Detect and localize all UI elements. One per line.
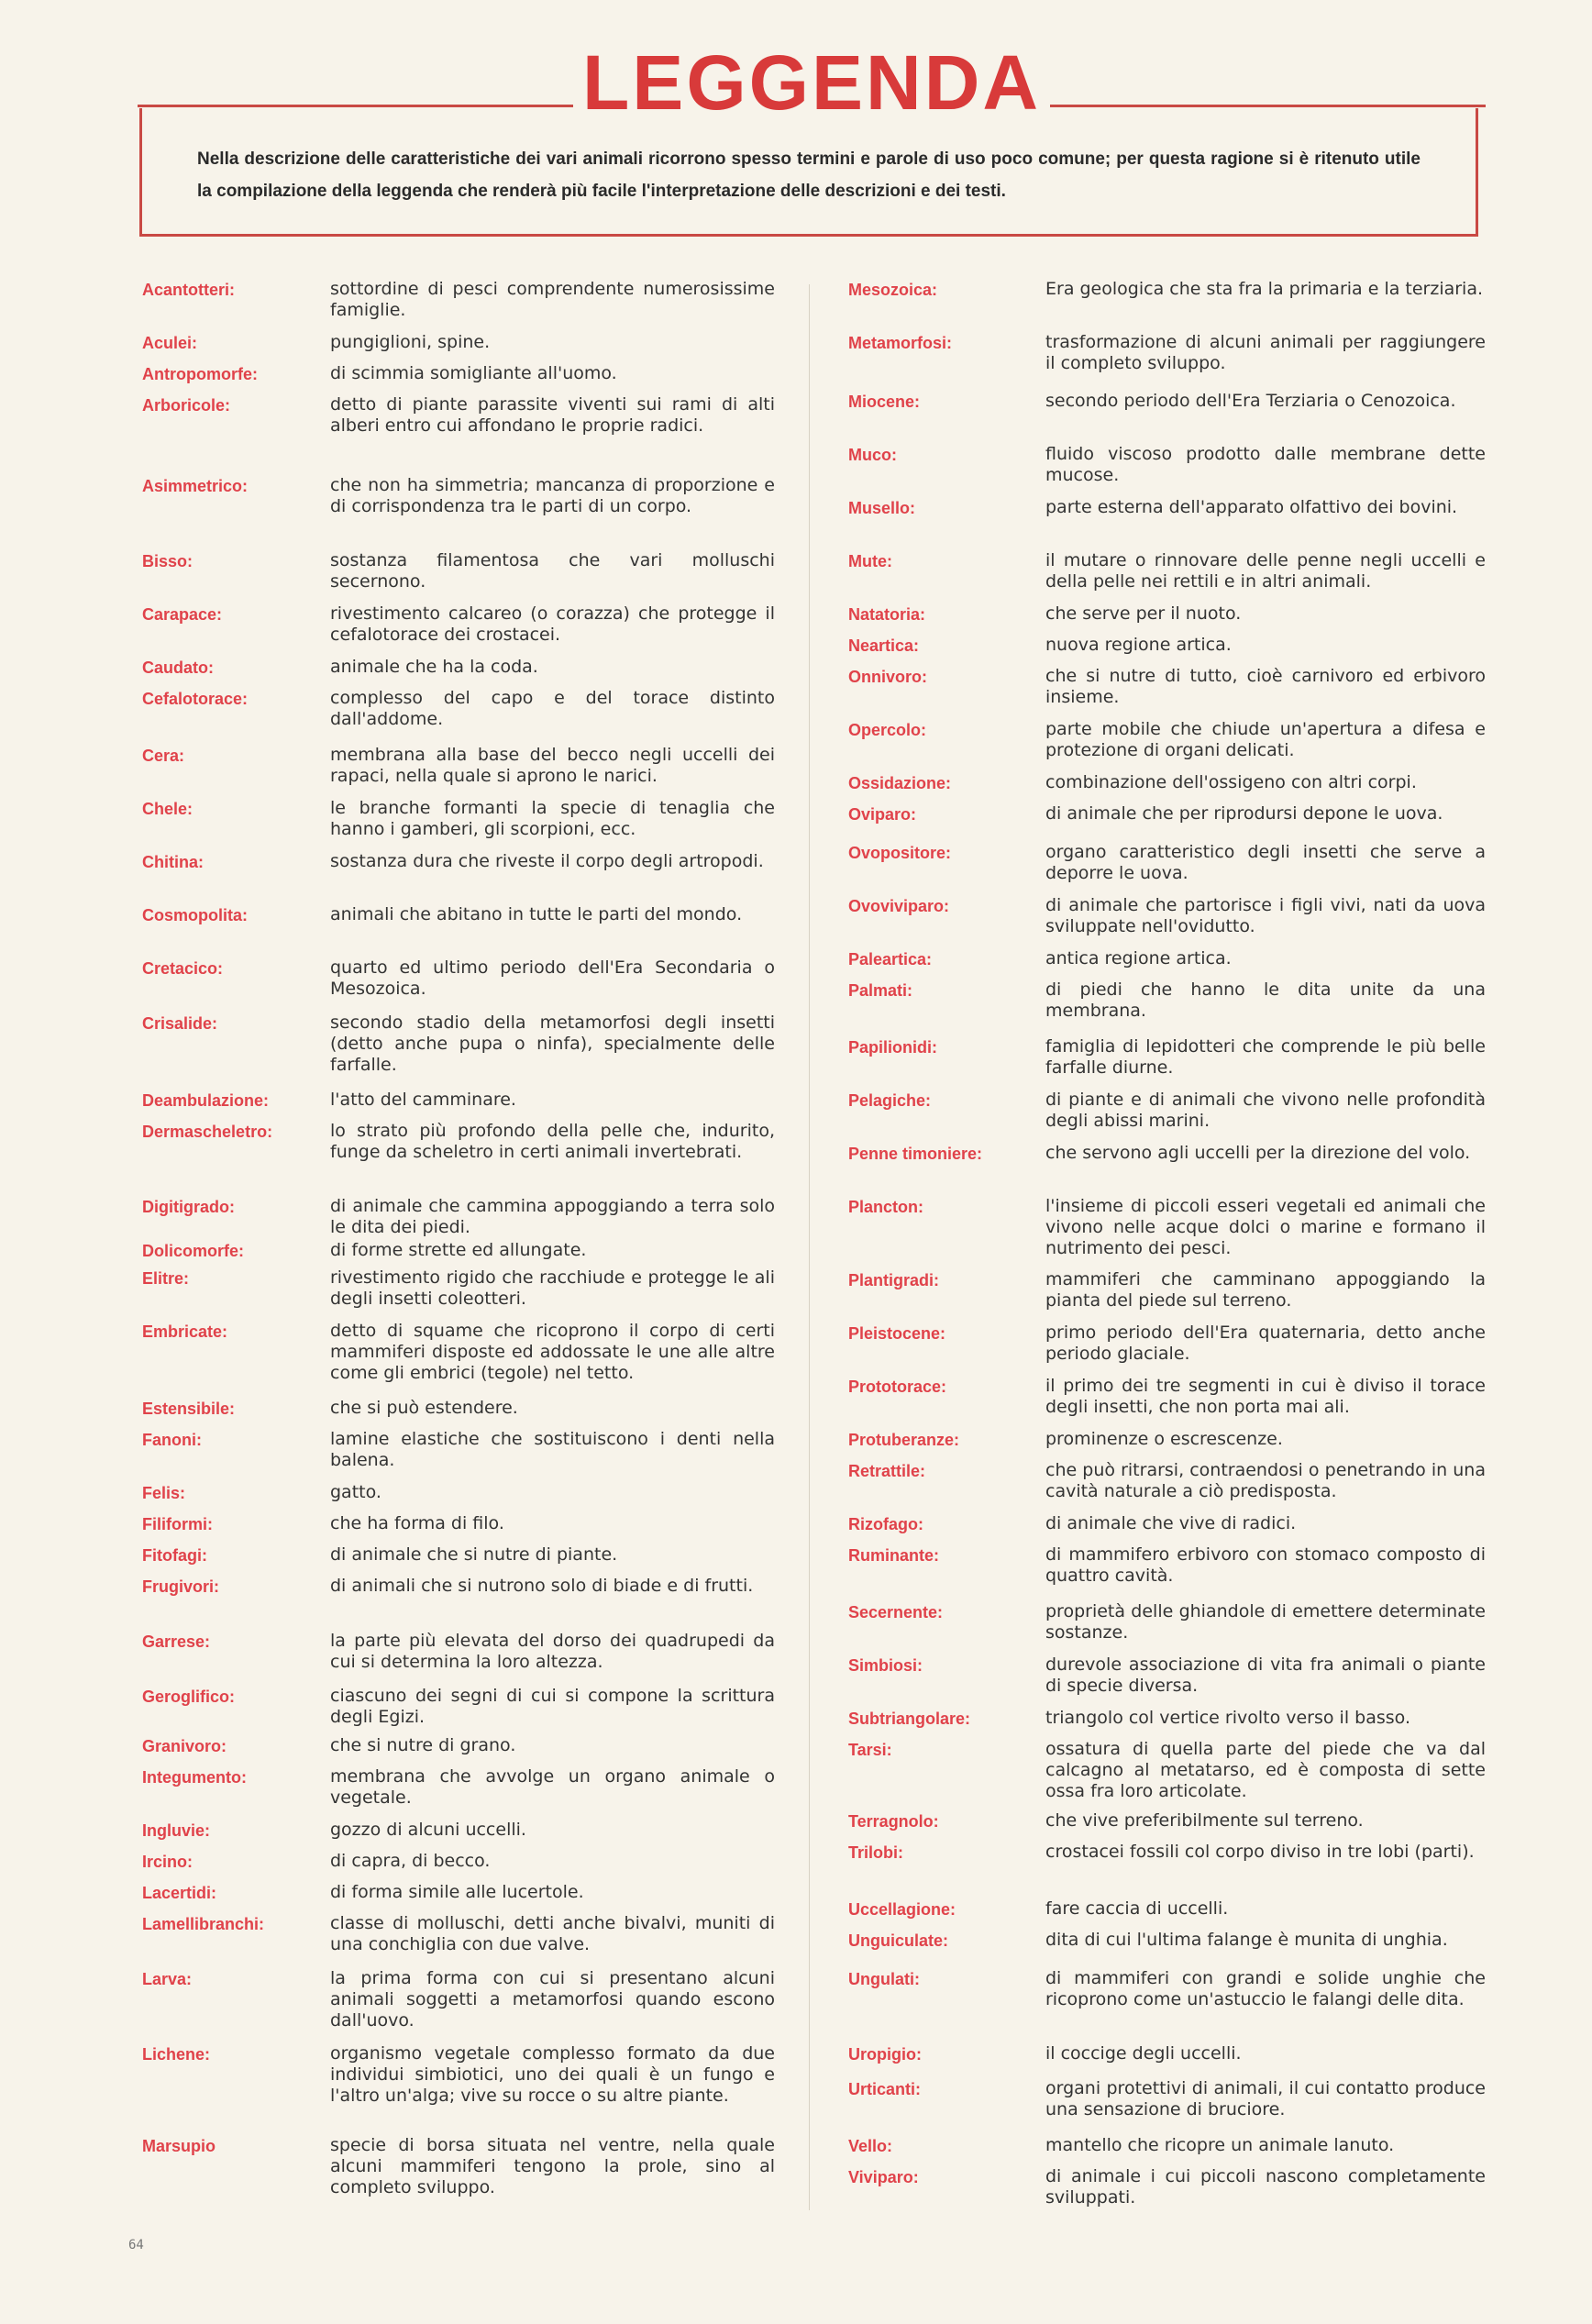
glossary-term: Ruminante:: [848, 1546, 939, 1565]
glossary-term: Uropigio:: [848, 2045, 922, 2064]
glossary-definition: di animale che cammina appoggiando a terra solo le dita dei piedi.: [330, 1196, 775, 1237]
glossary-definition: la prima forma con cui si presentano alcuni animali soggetti a metamorfosi quando escono dall'uovo.: [330, 1968, 775, 2031]
glossary-term: Protuberanze:: [848, 1431, 960, 1449]
glossary-term: Plantigradi:: [848, 1271, 940, 1289]
glossary-term: Pelagiche:: [848, 1091, 932, 1110]
glossary-term: Cefalotorace:: [142, 690, 249, 708]
glossary-term: Larva:: [142, 1970, 193, 1988]
glossary-term: Lacertidi:: [142, 1884, 217, 1902]
glossary-definition: che non ha simmetria; mancanza di proporzione e di corrispondenza tra le parti di un corpo.: [330, 475, 775, 516]
glossary-term: Oviparo:: [848, 805, 917, 824]
glossary-definition: di animale i cui piccoli nascono completamente sviluppati.: [1045, 2166, 1486, 2208]
glossary-term: Embricate:: [142, 1322, 228, 1341]
title-rule-left: [138, 105, 573, 107]
glossary-term: Elitre:: [142, 1269, 190, 1288]
glossary-definition: detto di squame che ricoprono il corpo di certi mammiferi disposte ed addossate le une alle altre come gli embrici (tegole) nel tetto.: [330, 1321, 775, 1383]
glossary-definition: che può ritrarsi, contraendosi o penetrando in una cavità naturale a ciò predisposta.: [1045, 1460, 1486, 1501]
glossary-term: Opercolo:: [848, 721, 927, 739]
glossary-term: Simbiosi:: [848, 1656, 923, 1675]
glossary-definition: sostanza filamentosa che vari molluschi secernono.: [330, 550, 775, 592]
glossary-definition: il mutare o rinnovare delle penne negli uccelli e della pelle nei rettili e in altri animali.: [1045, 550, 1486, 592]
glossary-definition: parte mobile che chiude un'apertura a difesa e protezione di organi delicati.: [1045, 719, 1486, 760]
glossary-definition: organi protettivi di animali, il cui contatto produce una sensazione di bruciore.: [1045, 2078, 1486, 2119]
glossary-definition: le branche formanti la specie di tenaglia che hanno i gamberi, gli scorpioni, ecc.: [330, 798, 775, 839]
glossary-definition: membrana alla base del becco negli uccelli dei rapaci, nella quale si aprono le narici.: [330, 745, 775, 786]
glossary-definition: che vive preferibilmente sul terreno.: [1045, 1810, 1364, 1831]
glossary-term: Integumento:: [142, 1768, 247, 1787]
glossary-term: Carapace:: [142, 605, 223, 624]
glossary-definition: triangolo col vertice rivolto verso il basso.: [1045, 1708, 1410, 1728]
glossary-definition: sottordine di pesci comprendente numerosissime famiglie.: [330, 279, 775, 320]
glossary-definition: di scimmia somigliante all'uomo.: [330, 363, 617, 383]
glossary-definition: lamine elastiche che sostituiscono i denti nella balena.: [330, 1429, 775, 1470]
glossary-definition: sostanza dura che riveste il corpo degli artropodi.: [330, 851, 764, 871]
glossary-term: Cosmopolita:: [142, 906, 248, 924]
glossary-definition: l'atto del camminare.: [330, 1090, 516, 1110]
glossary-definition: rivestimento calcareo (o corazza) che protegge il cefalotorace dei crostacei.: [330, 603, 775, 645]
glossary-term: Cera:: [142, 747, 185, 765]
glossary-definition: che si nutre di tutto, cioè carnivoro ed erbivoro insieme.: [1045, 666, 1486, 707]
glossary-term: Palmati:: [848, 981, 913, 1000]
glossary-definition: che ha forma di filo.: [330, 1513, 504, 1533]
glossary-definition: il coccige degli uccelli.: [1045, 2043, 1242, 2064]
glossary-definition: detto di piante parassite viventi sui rami di alti alberi entro cui affondano le proprie radici.: [330, 394, 775, 436]
glossary-definition: antica regione artica.: [1045, 948, 1232, 968]
glossary-definition: rivestimento rigido che racchiude e protegge le ali degli insetti coleotteri.: [330, 1267, 775, 1309]
glossary-definition: complesso del capo e del torace distinto dall'addome.: [330, 688, 775, 729]
glossary-term: Retrattile:: [848, 1462, 926, 1480]
intro-text: Nella descrizione delle caratteristiche dei vari animali ricorrono spesso termini e parole di uso poco comune; per questa ragione si è ritenuto utile la compilazione della leggenda che renderà più facile l'interpretazione delle descrizioni e dei testi.: [197, 149, 1421, 201]
glossary-definition: mantello che ricopre un animale lanuto.: [1045, 2135, 1395, 2155]
glossary-term: Paleartica:: [848, 950, 933, 968]
glossary-term: Muco:: [848, 446, 897, 464]
glossary-definition: fluido viscoso prodotto dalle membrane dette mucose.: [1045, 444, 1486, 485]
glossary-definition: nuova regione artica.: [1045, 635, 1232, 655]
glossary-term: Rizofago:: [848, 1515, 923, 1533]
glossary-definition: il primo dei tre segmenti in cui è diviso il torace degli insetti, che non porta mai ali.: [1045, 1376, 1486, 1417]
glossary-term: Lichene:: [142, 2045, 211, 2064]
glossary-term: Asimmetrico:: [142, 477, 249, 495]
glossary-term: Chele:: [142, 800, 193, 818]
page-number: 64: [128, 2238, 144, 2252]
glossary-definition: che si nutre di grano.: [330, 1735, 516, 1755]
glossary-term: Aculei:: [142, 334, 198, 352]
glossary-definition: di mammifero erbivoro con stomaco composto di quattro cavità.: [1045, 1544, 1486, 1586]
glossary-definition: primo periodo dell'Era quaternaria, detto anche periodo glaciale.: [1045, 1322, 1486, 1364]
glossary-term: Marsupio: [142, 2137, 216, 2155]
glossary-definition: di capra, di becco.: [330, 1851, 491, 1871]
glossary-term: Crisalide:: [142, 1014, 218, 1033]
glossary-term: Ovopositore:: [848, 844, 952, 862]
glossary-term: Plancton:: [848, 1198, 924, 1216]
glossary-definition: crostacei fossili col corpo diviso in tre lobi (parti).: [1045, 1842, 1475, 1862]
glossary-definition: animale che ha la coda.: [330, 657, 538, 677]
glossary-definition: mammiferi che camminano appoggiando la pianta del piede sul terreno.: [1045, 1269, 1486, 1311]
glossary-definition: che servono agli uccelli per la direzione del volo.: [1045, 1143, 1471, 1163]
glossary-definition: di piante e di animali che vivono nelle profondità degli abissi marini.: [1045, 1090, 1486, 1131]
glossary-term: Acantotteri:: [142, 281, 236, 299]
glossary-term: Terragnolo:: [848, 1812, 939, 1831]
glossary-definition: animali che abitano in tutte le parti del mondo.: [330, 904, 743, 924]
glossary-term: Dermascheletro:: [142, 1123, 273, 1141]
glossary-definition: di animale che partorisce i figli vivi, nati da uova sviluppate nell'ovidutto.: [1045, 895, 1486, 936]
glossary-definition: secondo periodo dell'Era Terziaria o Cenozoica.: [1045, 391, 1456, 411]
glossary-term: Estensibile:: [142, 1400, 236, 1418]
glossary-definition: che serve per il nuoto.: [1045, 603, 1242, 624]
glossary-term: Fanoni:: [142, 1431, 202, 1449]
glossary-term: Filiformi:: [142, 1515, 213, 1533]
glossary-term: Prototorace:: [848, 1378, 947, 1396]
glossary-term: Frugivori:: [142, 1577, 219, 1596]
glossary-term: Ungulati:: [848, 1970, 920, 1988]
glossary-term: Urticanti:: [848, 2080, 922, 2098]
glossary-definition: durevole associazione di vita fra animali o piante di specie diversa.: [1045, 1654, 1486, 1696]
glossary-term: Ovoviviparo:: [848, 897, 950, 915]
glossary-definition: combinazione dell'ossigeno con altri corpi.: [1045, 772, 1417, 792]
glossary-term: Metamorfosi:: [848, 334, 953, 352]
glossary-term: Lamellibranchi:: [142, 1915, 265, 1933]
glossary-definition: Era geologica che sta fra la primaria e la terziaria.: [1045, 279, 1484, 299]
glossary-definition: specie di borsa situata nel ventre, nella quale alcuni mammiferi tengono la prole, sino al completo sviluppo.: [330, 2135, 775, 2197]
title-row: [138, 37, 1486, 126]
glossary-term: Penne timoniere:: [848, 1145, 983, 1163]
glossary-definition: proprietà delle ghiandole di emettere determinate sostanze.: [1045, 1601, 1486, 1643]
glossary-definition: trasformazione di alcuni animali per raggiungere il completo sviluppo.: [1045, 332, 1486, 373]
glossary-definition: quarto ed ultimo periodo dell'Era Secondaria o Mesozoica.: [330, 957, 775, 999]
glossary-term: Ingluvie:: [142, 1821, 211, 1840]
glossary-definition: di mammiferi con grandi e solide unghie che ricoprono come un'astuccio le falangi delle dita.: [1045, 1968, 1486, 2009]
glossary-definition: famiglia di lepidotteri che comprende le più belle farfalle diurne.: [1045, 1036, 1486, 1078]
glossary-term: Geroglifico:: [142, 1688, 236, 1706]
glossary-term: Arboricole:: [142, 396, 231, 415]
glossary-definition: di animale che vive di radici.: [1045, 1513, 1297, 1533]
glossary-term: Digitigrado:: [142, 1198, 235, 1216]
glossary-definition: la parte più elevata del dorso dei quadrupedi da cui si determina la loro altezza.: [330, 1631, 775, 1672]
glossary-term: Granivoro:: [142, 1737, 227, 1755]
glossary-term: Musello:: [848, 499, 916, 517]
glossary-definition: di forma simile alle lucertole.: [330, 1882, 584, 1902]
page-title: LEGGENDA: [581, 39, 1042, 126]
glossary-term: Bisso:: [142, 552, 193, 570]
glossary-definition: parte esterna dell'apparato olfattivo dei bovini.: [1045, 497, 1458, 517]
glossary-definition: di animale che per riprodursi depone le uova.: [1045, 803, 1443, 824]
intro-box: [139, 108, 1478, 237]
glossary-definition: l'insieme di piccoli esseri vegetali ed animali che vivono nelle acque dolci o marine e formano il nutrimento dei pesci.: [1045, 1196, 1486, 1258]
glossary-term: Dolicomorfe:: [142, 1242, 245, 1260]
glossary-term: Vello:: [848, 2137, 893, 2155]
glossary-term: Secernente:: [848, 1603, 944, 1621]
glossary-term: Neartica:: [848, 636, 920, 655]
glossary-term: Deambulazione:: [142, 1091, 270, 1110]
glossary-term: Uccellagione:: [848, 1900, 956, 1919]
glossary-term: Trilobi:: [848, 1843, 903, 1862]
glossary-definition: ciascuno dei segni di cui si compone la scrittura degli Egizi.: [330, 1686, 775, 1727]
glossary-term: Viviparo:: [848, 2168, 919, 2186]
glossary-definition: gozzo di alcuni uccelli.: [330, 1820, 526, 1840]
glossary-term: Natatoria:: [848, 605, 926, 624]
glossary-term: Mesozoica:: [848, 281, 938, 299]
title-rule-right: [1050, 105, 1486, 107]
glossary-definition: classe di molluschi, detti anche bivalvi, muniti di una conchiglia con due valve.: [330, 1913, 775, 1954]
glossary-definition: pungiglioni, spine.: [330, 332, 491, 352]
glossary-term: Ossidazione:: [848, 774, 952, 792]
glossary-term: Pleistocene:: [848, 1324, 946, 1343]
glossary-term: Tarsi:: [848, 1741, 892, 1759]
glossary-term: Felis:: [142, 1484, 186, 1502]
glossary-definition: organismo vegetale complesso formato da due individui simbiotici, uno dei quali è un fungo e l'altro un'alga; vive su rocce o su altre piante.: [330, 2043, 775, 2106]
glossary-definition: dita di cui l'ultima falange è munita di unghia.: [1045, 1930, 1448, 1950]
glossary-term: Chitina:: [142, 853, 204, 871]
glossary-definition: fare caccia di uccelli.: [1045, 1898, 1229, 1919]
glossary-term: Onnivoro:: [848, 668, 927, 686]
glossary-term: Unguiculate:: [848, 1931, 949, 1950]
glossary-definition: membrana che avvolge un organo animale o vegetale.: [330, 1766, 775, 1808]
glossary-term: Fitofagi:: [142, 1546, 207, 1565]
glossary-definition: di animali che si nutrono solo di biade e di frutti.: [330, 1576, 754, 1596]
glossary-term: Papilionidi:: [848, 1038, 937, 1057]
glossary-definition: prominenze o escrescenze.: [1045, 1429, 1283, 1449]
glossary-definition: organo caratteristico degli insetti che serve a deporre le uova.: [1045, 842, 1486, 883]
glossary-definition: di animale che si nutre di piante.: [330, 1544, 618, 1565]
glossary-definition: lo strato più profondo della pelle che, indurito, funge da scheletro in certi animali invertebrati.: [330, 1121, 775, 1162]
glossary-term: Garrese:: [142, 1632, 211, 1651]
glossary-term: Mute:: [848, 552, 892, 570]
glossary-definition: di forme strette ed allungate.: [330, 1240, 587, 1260]
glossary-term: Caudato:: [142, 658, 214, 677]
column-divider: [809, 284, 810, 2210]
glossary-definition: secondo stadio della metamorfosi degli insetti (detto anche pupa o ninfa), specialmente delle farfalle.: [330, 1013, 775, 1075]
glossary-definition: che si può estendere.: [330, 1398, 518, 1418]
glossary-term: Antropomorfe:: [142, 365, 258, 383]
glossary-definition: gatto.: [330, 1482, 381, 1502]
glossary-definition: di piedi che hanno le dita unite da una membrana.: [1045, 979, 1486, 1021]
glossary-term: Cretacico:: [142, 959, 224, 978]
glossary-term: Subtriangolare:: [848, 1710, 971, 1728]
glossary-term: Ircino:: [142, 1853, 193, 1871]
glossary-definition: ossatura di quella parte del piede che va dal calcagno al metatarso, ed è composta di sette ossa fra loro articolate.: [1045, 1739, 1486, 1801]
glossary-term: Miocene:: [848, 393, 921, 411]
